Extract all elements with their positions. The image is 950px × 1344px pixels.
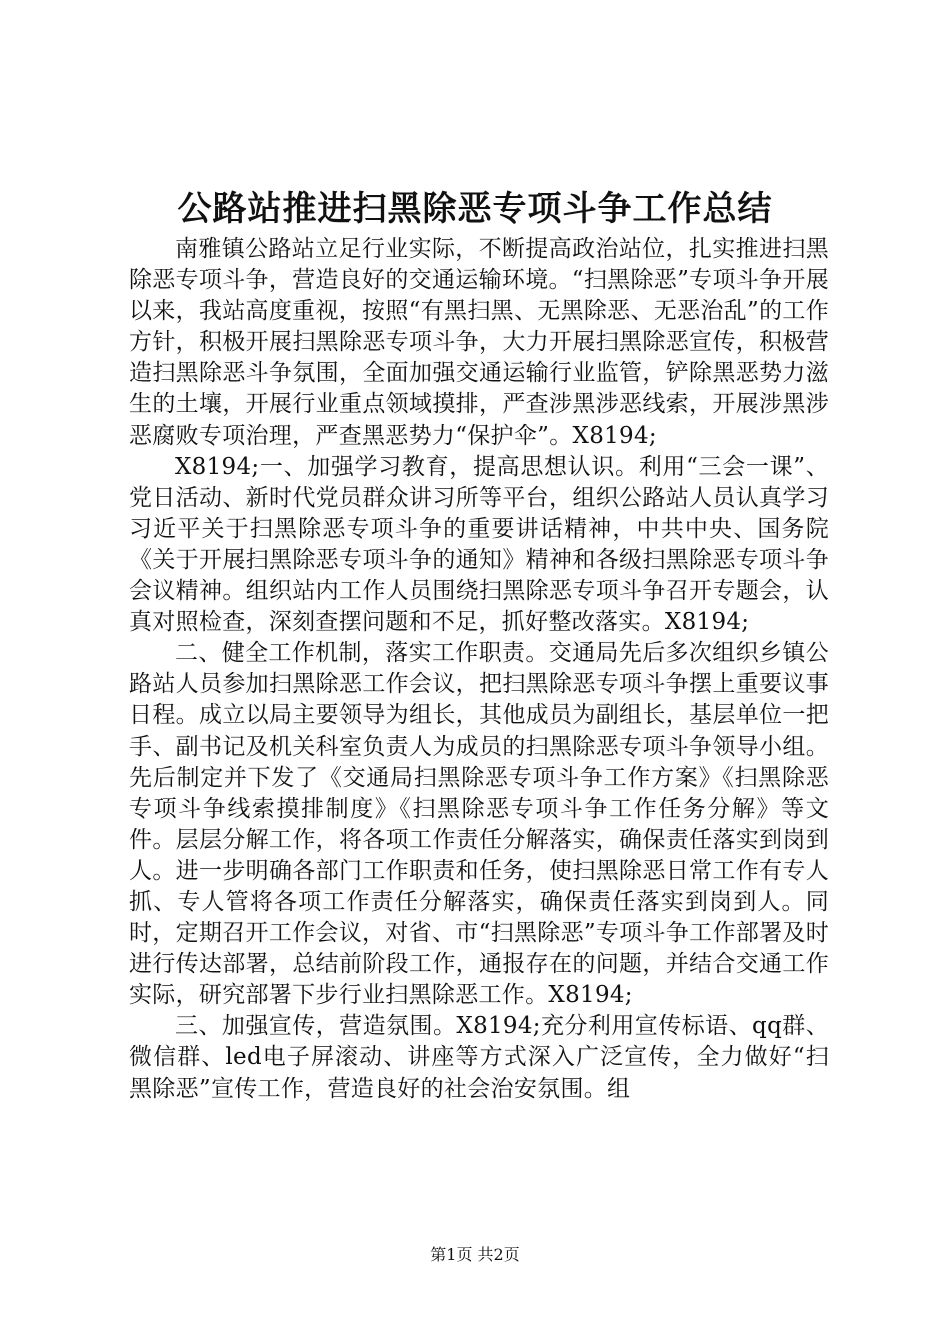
paragraph-section-2: 二、健全工作机制，落实工作职责。交通局先后多次组织乡镇公路站人员参加扫黑除恶工作会议，把扫黑除恶专项斗争摆上重要议事日程。成立以局主要领导为组长，其他成员为副组长，基层单位一把手、副书记及机关科室负责人为成员的扫黑除恶专项斗争领导小组。先后制定并下发了《交通局扫黑除恶专项斗争工作方案》《扫黑除恶专项斗争线索摸排制度》《扫黑除恶专项斗争工作任务分解》等文件。层层分解工作，将各项工作责任分解落实，确保责任落实到岗到人。进一步明确各部门工作职责和任务，使扫黑除恶日常工作有专人抓、专人管将各项工作责任分解落实，确保责任落实到岗到人。同时，定期召开工作会议，对省、市“扫黑除恶”专项斗争工作部署及时进行传达部署，总结前阶段工作，通报存在的问题，并结合交通工作实际，研究部署下步行业扫黑除恶工作。X8194;	[129, 640, 829, 1009]
document-title: 公路站推进扫黑除恶专项斗争工作总结	[177, 189, 773, 229]
paragraph-intro: 南雅镇公路站立足行业实际，不断提高政治站位，扎实推进扫黑除恶专项斗争，营造良好的交通运输环境。“扫黑除恶”专项斗争开展以来，我站高度重视，按照“有黑扫黑、无黑除恶、无恶治乱”的工作方针，积极开展扫黑除恶专项斗争，大力开展扫黑除恶宣传，积极营造扫黑除恶斗争氛围，全面加强交通运输行业监管，铲除黑恶势力滋生的土壤，开展行业重点领域摸排，严查涉黑涉恶线索，开展涉黑涉恶腐败专项治理，严查黑恶势力“保护伞”。X8194;	[129, 236, 829, 449]
paragraph-section-1: X8194;一、加强学习教育，提高思想认识。利用“三会一课”、党日活动、新时代党员群众讲习所等平台，组织公路站人员认真学习习近平关于扫黑除恶专项斗争的重要讲话精神，中共中央、国务院《关于开展扫黑除恶专项斗争的通知》精神和各级扫黑除恶专项斗争会议精神。组织站内工作人员围绕扫黑除恶专项斗争召开专题会，认真对照检查，深刻查摆问题和不足，抓好整改落实。X8194;	[129, 453, 829, 636]
document-body	[129, 234, 829, 1105]
page-number-footer: 第1页 共2页	[430, 1245, 520, 1264]
paragraph-section-3: 三、加强宣传，营造氛围。X8194;充分利用宣传标语、qq群、微信群、led电子屏滚动、讲座等方式深入广泛宣传，全力做好“扫黑除恶”宣传工作，营造良好的社会治安氛围。组	[129, 1013, 829, 1102]
